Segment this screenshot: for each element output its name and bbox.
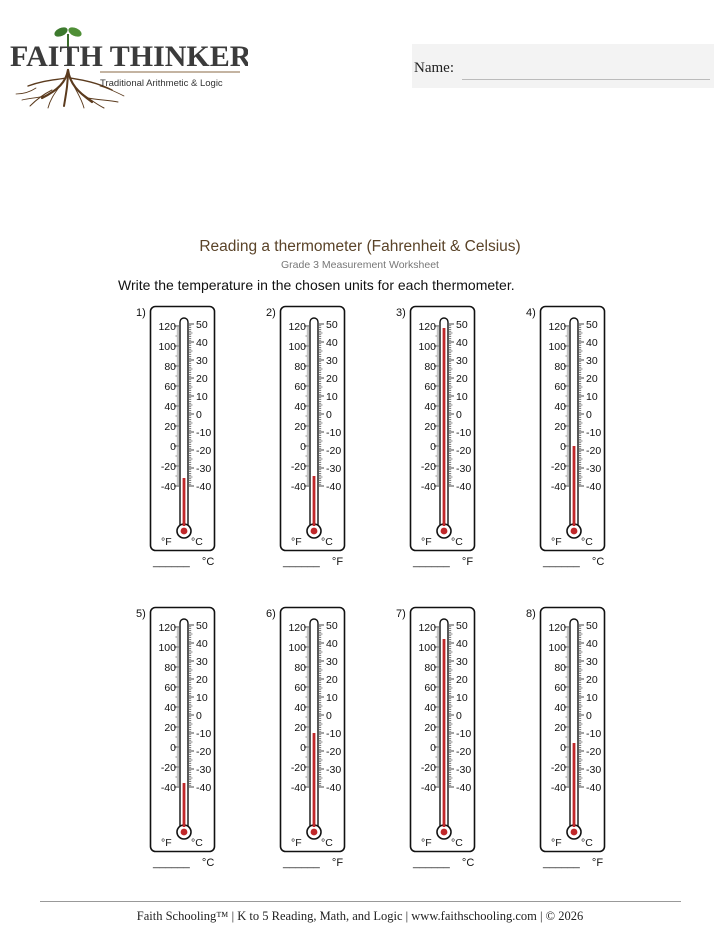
fahrenheit-label: 60 bbox=[164, 380, 176, 393]
celsius-label: 40 bbox=[586, 637, 598, 650]
question-number: 5) bbox=[136, 608, 146, 620]
answer-blank[interactable]: ______ °F bbox=[283, 857, 344, 869]
fahrenheit-unit: °F bbox=[421, 536, 432, 548]
fahrenheit-label: 20 bbox=[424, 721, 436, 734]
mercury-column bbox=[573, 446, 576, 526]
fahrenheit-unit: °F bbox=[551, 837, 562, 849]
celsius-unit: °C bbox=[451, 536, 463, 548]
celsius-label: -10 bbox=[196, 426, 212, 439]
celsius-label: -40 bbox=[326, 480, 342, 493]
thermometer-svg bbox=[410, 607, 476, 857]
celsius-label: 0 bbox=[456, 709, 462, 722]
fahrenheit-label: 80 bbox=[424, 661, 436, 674]
fahrenheit-label: -20 bbox=[290, 460, 306, 473]
mercury-bulb bbox=[181, 829, 188, 836]
thermometer-svg bbox=[540, 306, 606, 556]
celsius-label: 40 bbox=[196, 637, 208, 650]
celsius-label: 50 bbox=[456, 318, 468, 331]
answer-blank[interactable]: ______ °F bbox=[283, 556, 344, 568]
celsius-label: 40 bbox=[456, 637, 468, 650]
fahrenheit-label: 40 bbox=[554, 701, 566, 714]
fahrenheit-label: -20 bbox=[550, 761, 566, 774]
celsius-label: -20 bbox=[326, 745, 342, 758]
fahrenheit-label: 120 bbox=[548, 621, 566, 634]
celsius-label: 30 bbox=[456, 354, 468, 367]
celsius-label: -10 bbox=[326, 727, 342, 740]
celsius-label: -30 bbox=[326, 462, 342, 475]
fahrenheit-label: 120 bbox=[418, 621, 436, 634]
fahrenheit-label: 20 bbox=[554, 721, 566, 734]
fahrenheit-label: 40 bbox=[554, 400, 566, 413]
answer-blank[interactable]: ______ °C bbox=[543, 556, 605, 568]
celsius-label: 20 bbox=[456, 372, 468, 385]
fahrenheit-label: -40 bbox=[420, 480, 436, 493]
fahrenheit-unit: °F bbox=[161, 837, 172, 849]
answer-blank[interactable]: ______ °C bbox=[413, 857, 475, 869]
celsius-label: -40 bbox=[326, 781, 342, 794]
thermometer bbox=[280, 607, 406, 877]
celsius-label: 30 bbox=[586, 655, 598, 668]
fahrenheit-label: 100 bbox=[418, 641, 436, 654]
fahrenheit-label: 40 bbox=[164, 701, 176, 714]
celsius-label: -40 bbox=[196, 781, 212, 794]
celsius-label: 30 bbox=[326, 354, 338, 367]
celsius-label: 20 bbox=[456, 673, 468, 686]
celsius-label: 10 bbox=[586, 691, 598, 704]
fahrenheit-label: -20 bbox=[290, 761, 306, 774]
fahrenheit-label: 100 bbox=[288, 340, 306, 353]
thermometer bbox=[410, 306, 536, 576]
answer-blank[interactable]: ______ °F bbox=[413, 556, 474, 568]
worksheet-instructions: Write the temperature in the chosen units for each thermometer. bbox=[118, 277, 515, 293]
fahrenheit-label: 40 bbox=[294, 701, 306, 714]
answer-blank[interactable]: ______ °F bbox=[543, 857, 604, 869]
celsius-label: 20 bbox=[196, 372, 208, 385]
celsius-label: 50 bbox=[326, 318, 338, 331]
fahrenheit-label: -40 bbox=[160, 781, 176, 794]
fahrenheit-label: 20 bbox=[554, 420, 566, 433]
celsius-label: 30 bbox=[456, 655, 468, 668]
celsius-label: -30 bbox=[586, 462, 602, 475]
fahrenheit-label: 120 bbox=[158, 621, 176, 634]
thermometer bbox=[150, 607, 276, 877]
thermometer bbox=[410, 607, 536, 877]
mercury-bulb bbox=[571, 829, 578, 836]
fahrenheit-label: 20 bbox=[164, 420, 176, 433]
fahrenheit-label: 60 bbox=[424, 681, 436, 694]
celsius-label: 10 bbox=[586, 390, 598, 403]
celsius-label: 50 bbox=[456, 619, 468, 632]
celsius-unit: °C bbox=[321, 837, 333, 849]
celsius-label: -40 bbox=[196, 480, 212, 493]
fahrenheit-label: 120 bbox=[548, 320, 566, 333]
celsius-label: 20 bbox=[586, 673, 598, 686]
fahrenheit-label: 80 bbox=[164, 360, 176, 373]
fahrenheit-label: 80 bbox=[294, 360, 306, 373]
celsius-label: -20 bbox=[326, 444, 342, 457]
celsius-label: 10 bbox=[326, 691, 338, 704]
celsius-label: 40 bbox=[326, 336, 338, 349]
fahrenheit-label: -40 bbox=[550, 781, 566, 794]
celsius-label: 10 bbox=[196, 691, 208, 704]
fahrenheit-unit: °F bbox=[291, 536, 302, 548]
footer-divider bbox=[40, 901, 681, 902]
fahrenheit-label: 20 bbox=[294, 420, 306, 433]
celsius-unit: °C bbox=[321, 536, 333, 548]
celsius-label: -20 bbox=[586, 745, 602, 758]
fahrenheit-label: 100 bbox=[288, 641, 306, 654]
fahrenheit-label: 80 bbox=[424, 360, 436, 373]
fahrenheit-label: -20 bbox=[420, 761, 436, 774]
faith-thinkers-logo bbox=[8, 20, 248, 110]
fahrenheit-label: 0 bbox=[430, 440, 436, 453]
worksheet-subtitle: Grade 3 Measurement Worksheet bbox=[281, 259, 439, 271]
logo-graphic bbox=[8, 20, 248, 110]
fahrenheit-label: 80 bbox=[164, 661, 176, 674]
celsius-label: 50 bbox=[586, 318, 598, 331]
mercury-column bbox=[443, 639, 446, 827]
fahrenheit-label: 120 bbox=[288, 621, 306, 634]
celsius-label: -30 bbox=[586, 763, 602, 776]
thermometer-svg bbox=[150, 607, 216, 857]
fahrenheit-label: -40 bbox=[290, 480, 306, 493]
mercury-bulb bbox=[311, 528, 318, 535]
fahrenheit-label: 120 bbox=[288, 320, 306, 333]
celsius-label: 10 bbox=[196, 390, 208, 403]
thermometer-svg bbox=[280, 607, 346, 857]
celsius-label: -20 bbox=[196, 444, 212, 457]
fahrenheit-label: 0 bbox=[170, 440, 176, 453]
mercury-bulb bbox=[441, 528, 448, 535]
celsius-label: -40 bbox=[456, 480, 472, 493]
fahrenheit-label: -20 bbox=[420, 460, 436, 473]
brand-main-text: FAITH THINKERS bbox=[10, 40, 248, 73]
name-label: Name: bbox=[414, 60, 454, 76]
fahrenheit-label: -20 bbox=[550, 460, 566, 473]
fahrenheit-label: 100 bbox=[158, 641, 176, 654]
answer-blank[interactable]: ______ °C bbox=[153, 556, 215, 568]
celsius-unit: °C bbox=[451, 837, 463, 849]
name-field-box bbox=[412, 44, 714, 88]
fahrenheit-label: 0 bbox=[170, 741, 176, 754]
fahrenheit-label: 100 bbox=[548, 340, 566, 353]
fahrenheit-label: -40 bbox=[550, 480, 566, 493]
question-number: 3) bbox=[396, 307, 406, 319]
celsius-label: 40 bbox=[456, 336, 468, 349]
fahrenheit-label: -20 bbox=[160, 761, 176, 774]
celsius-label: 40 bbox=[196, 336, 208, 349]
fahrenheit-label: 40 bbox=[424, 701, 436, 714]
name-input-line[interactable] bbox=[462, 79, 710, 80]
celsius-label: 10 bbox=[456, 691, 468, 704]
mercury-bulb bbox=[181, 528, 188, 535]
fahrenheit-unit: °F bbox=[161, 536, 172, 548]
thermometer bbox=[540, 607, 666, 877]
fahrenheit-label: 40 bbox=[164, 400, 176, 413]
fahrenheit-label: 0 bbox=[300, 741, 306, 754]
fahrenheit-label: -40 bbox=[290, 781, 306, 794]
celsius-label: -10 bbox=[196, 727, 212, 740]
thermometer bbox=[280, 306, 406, 576]
celsius-label: 0 bbox=[586, 709, 592, 722]
celsius-unit: °C bbox=[191, 837, 203, 849]
celsius-label: 50 bbox=[326, 619, 338, 632]
celsius-label: -10 bbox=[456, 426, 472, 439]
fahrenheit-label: 60 bbox=[424, 380, 436, 393]
question-number: 4) bbox=[526, 307, 536, 319]
thermometer bbox=[540, 306, 666, 576]
brand-tagline: Traditional Arithmetic & Logic bbox=[100, 78, 223, 89]
celsius-label: 0 bbox=[326, 408, 332, 421]
mercury-column bbox=[183, 478, 186, 526]
fahrenheit-label: 20 bbox=[164, 721, 176, 734]
fahrenheit-label: 0 bbox=[430, 741, 436, 754]
question-number: 7) bbox=[396, 608, 406, 620]
celsius-label: 20 bbox=[326, 372, 338, 385]
fahrenheit-label: 60 bbox=[294, 380, 306, 393]
fahrenheit-label: 40 bbox=[424, 400, 436, 413]
celsius-label: 50 bbox=[196, 318, 208, 331]
footer-text: Faith Schooling™ | K to 5 Reading, Math, and Logic | www.faithschooling.com | © 2026 bbox=[136, 909, 584, 923]
mercury-column bbox=[313, 476, 316, 526]
celsius-label: -40 bbox=[586, 781, 602, 794]
thermometer-svg bbox=[150, 306, 216, 556]
fahrenheit-label: 40 bbox=[294, 400, 306, 413]
fahrenheit-label: 0 bbox=[560, 440, 566, 453]
celsius-label: 40 bbox=[586, 336, 598, 349]
thermometer bbox=[150, 306, 276, 576]
fahrenheit-unit: °F bbox=[291, 837, 302, 849]
thermometer-svg bbox=[410, 306, 476, 556]
fahrenheit-unit: °F bbox=[551, 536, 562, 548]
celsius-label: 0 bbox=[196, 408, 202, 421]
fahrenheit-label: 60 bbox=[554, 380, 566, 393]
question-number: 2) bbox=[266, 307, 276, 319]
mercury-bulb bbox=[571, 528, 578, 535]
fahrenheit-label: 100 bbox=[548, 641, 566, 654]
celsius-label: 10 bbox=[456, 390, 468, 403]
question-number: 8) bbox=[526, 608, 536, 620]
celsius-label: -20 bbox=[586, 444, 602, 457]
celsius-label: -40 bbox=[456, 781, 472, 794]
thermometer-svg bbox=[280, 306, 346, 556]
celsius-label: 0 bbox=[326, 709, 332, 722]
celsius-unit: °C bbox=[191, 536, 203, 548]
celsius-unit: °C bbox=[581, 536, 593, 548]
celsius-label: 50 bbox=[586, 619, 598, 632]
fahrenheit-label: 60 bbox=[554, 681, 566, 694]
fahrenheit-label: 80 bbox=[294, 661, 306, 674]
celsius-label: 30 bbox=[196, 354, 208, 367]
fahrenheit-label: 80 bbox=[554, 360, 566, 373]
celsius-label: -40 bbox=[586, 480, 602, 493]
fahrenheit-label: 20 bbox=[294, 721, 306, 734]
celsius-label: 20 bbox=[196, 673, 208, 686]
mercury-column bbox=[313, 733, 316, 827]
celsius-label: -20 bbox=[456, 444, 472, 457]
celsius-label: -10 bbox=[326, 426, 342, 439]
worksheet-title: Reading a thermometer (Fahrenheit & Celsius) bbox=[199, 238, 521, 255]
celsius-label: -10 bbox=[456, 727, 472, 740]
fahrenheit-label: -40 bbox=[160, 480, 176, 493]
celsius-label: 20 bbox=[586, 372, 598, 385]
fahrenheit-label: 0 bbox=[300, 440, 306, 453]
celsius-label: 10 bbox=[326, 390, 338, 403]
celsius-label: 30 bbox=[586, 354, 598, 367]
fahrenheit-label: 60 bbox=[164, 681, 176, 694]
answer-blank[interactable]: ______ °C bbox=[153, 857, 215, 869]
celsius-label: 30 bbox=[196, 655, 208, 668]
celsius-label: -30 bbox=[326, 763, 342, 776]
question-number: 6) bbox=[266, 608, 276, 620]
fahrenheit-label: 100 bbox=[158, 340, 176, 353]
fahrenheit-label: 60 bbox=[294, 681, 306, 694]
celsius-label: 50 bbox=[196, 619, 208, 632]
celsius-label: -30 bbox=[456, 462, 472, 475]
celsius-label: 30 bbox=[326, 655, 338, 668]
fahrenheit-unit: °F bbox=[421, 837, 432, 849]
fahrenheit-label: 120 bbox=[158, 320, 176, 333]
fahrenheit-label: -20 bbox=[160, 460, 176, 473]
fahrenheit-label: 100 bbox=[418, 340, 436, 353]
celsius-label: 0 bbox=[586, 408, 592, 421]
mercury-column bbox=[573, 743, 576, 827]
celsius-label: -30 bbox=[196, 763, 212, 776]
thermometer-svg bbox=[540, 607, 606, 857]
mercury-column bbox=[443, 328, 446, 526]
celsius-label: -10 bbox=[586, 426, 602, 439]
celsius-label: 0 bbox=[196, 709, 202, 722]
fahrenheit-label: 120 bbox=[418, 320, 436, 333]
fahrenheit-label: 0 bbox=[560, 741, 566, 754]
fahrenheit-label: 80 bbox=[554, 661, 566, 674]
mercury-bulb bbox=[311, 829, 318, 836]
celsius-label: 0 bbox=[456, 408, 462, 421]
celsius-unit: °C bbox=[581, 837, 593, 849]
question-number: 1) bbox=[136, 307, 146, 319]
celsius-label: -20 bbox=[196, 745, 212, 758]
fahrenheit-label: 20 bbox=[424, 420, 436, 433]
celsius-label: -30 bbox=[456, 763, 472, 776]
mercury-column bbox=[183, 783, 186, 827]
celsius-label: -20 bbox=[456, 745, 472, 758]
celsius-label: -30 bbox=[196, 462, 212, 475]
celsius-label: 20 bbox=[326, 673, 338, 686]
celsius-label: 40 bbox=[326, 637, 338, 650]
celsius-label: -10 bbox=[586, 727, 602, 740]
mercury-bulb bbox=[441, 829, 448, 836]
fahrenheit-label: -40 bbox=[420, 781, 436, 794]
roots-icon bbox=[16, 70, 124, 108]
